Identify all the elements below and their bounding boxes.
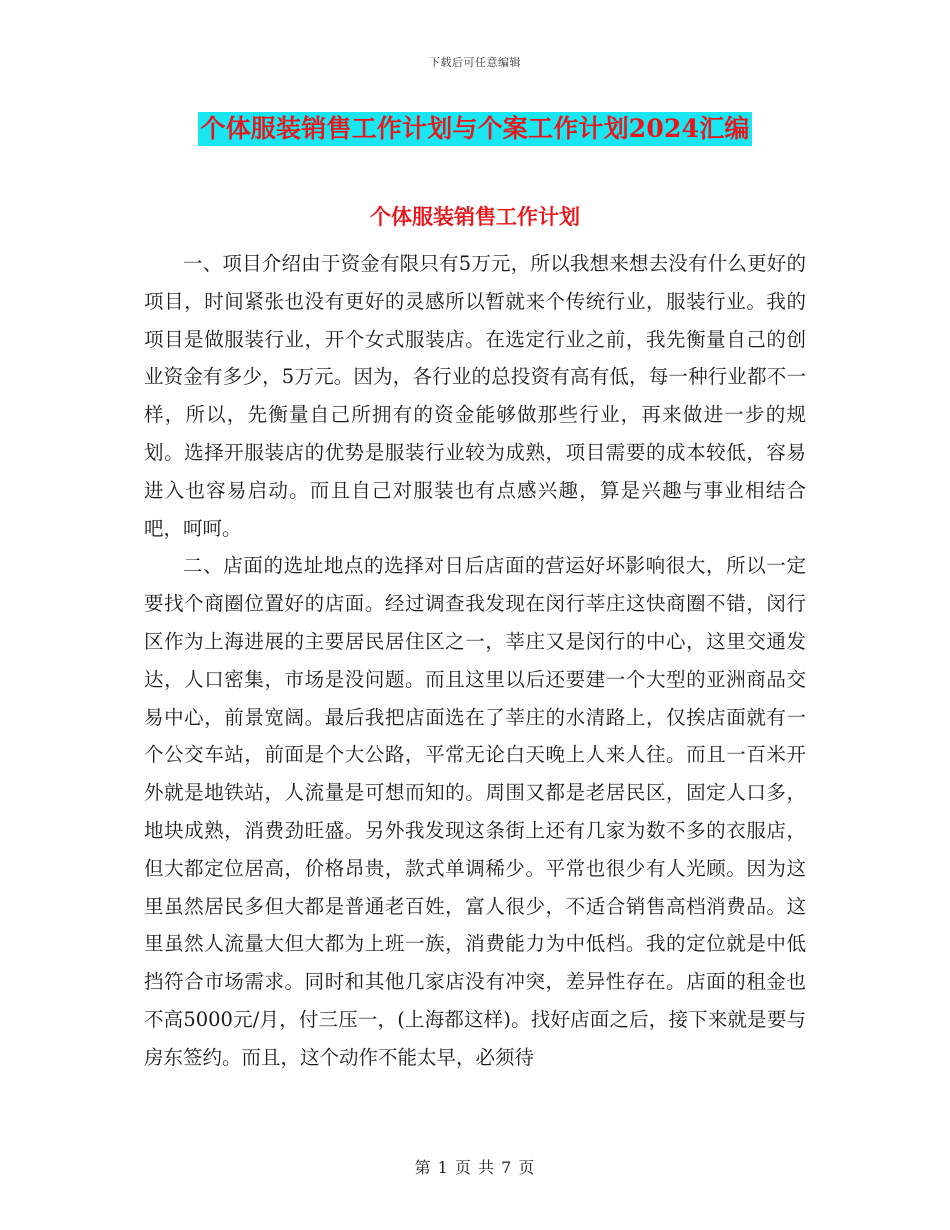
document-title: 个体服装销售工作计划与个案工作计划2024汇编 xyxy=(198,112,751,146)
document-body xyxy=(144,245,806,1077)
page-footer: 第 1 页 共 7 页 xyxy=(414,1158,536,1177)
header-note: 下载后可任意编辑 xyxy=(429,56,521,69)
paragraph-project-intro: 一、项目介绍由于资金有限只有5万元，所以我想来想去没有什么更好的项目，时间紧张也没有更好的灵感所以暂就来个传统行业，服装行业。我的项目是做服装行业，开个女式服装店。在选定行业之前，我先衡量自己的创业资金有多少，5万元。因为，各行业的总投资有高有低，每一种行业都不一样，所以，先衡量自己所拥有的资金能够做那些行业，再来做进一步的规划。选择开服装店的优势是服装行业较为成熟，项目需要的成本较低，容易进入也容易启动。而且自己对服装也有点感兴趣，算是兴趣与事业相结合吧，呵呵。 xyxy=(144,252,806,540)
section-title: 个体服装销售工作计划 xyxy=(370,204,580,229)
document-title-container xyxy=(0,112,950,146)
paragraph-store-location: 二、店面的选址地点的选择对日后店面的营运好坏影响很大，所以一定要找个商圈位置好的店面。经过调查我发现在闵行莘庄这快商圈不错，闵行区作为上海进展的主要居民居住区之一，莘庄又是闵行的中心，这里交通发达，人口密集，市场是没问题。而且这里以后还要建一个大型的亚洲商品交易中心，前景宽阔。最后我把店面选在了莘庄的水清路上，仅挨店面就有一个公交车站，前面是个大公路，平常无论白天晚上人来人往。而且一百米开外就是地铁站，人流量是可想而知的。周围又都是老居民区，固定人口多，地块成熟，消费劲旺盛。另外我发现这条街上还有几家为数不多的衣服店，但大都定位居高，价格昂贵，款式单调稀少。平常也很少有人光顾。因为这里虽然居民多但大都是普通老百姓，富人很少，不适合销售高档消费品。这里虽然人流量大但大都为上班一族，消费能力为中低档。我的定位就是中低挡符合市场需求。同时和其他几家店没有冲突，差异性存在。店面的租金也不高5000元/月，付三压一，(上海都这样)。找好店面之后，接下来就是要与房东签约。而且，这个动作不能太早，必须待 xyxy=(144,554,806,1069)
